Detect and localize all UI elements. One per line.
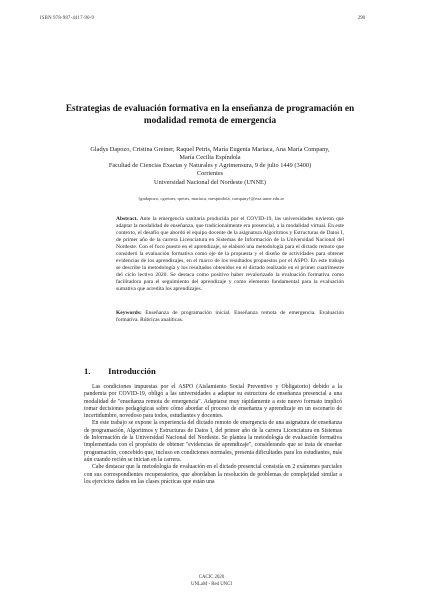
abstract-label: Abstract. (116, 216, 138, 222)
keywords-text: Enseñanza de programación inicial. Enseñanza remota de emergencia. Evaluación formativa. Rúbricas analíticas. (116, 310, 344, 324)
keywords (116, 310, 344, 324)
keywords-label: Keywords: (116, 310, 142, 316)
section-title: Introducción (108, 366, 156, 376)
abstract-text: Ante la emergencia sanitaria producida por el COVID-19, las universidades tuvieron que adaptar la modalidad de enseñanza, que tradicionalmente era presencial, a la modalidad virtual. En este contexto, el desafío que abordó el equipo docente de la asignatura Algoritmos y Estructuras de Datos I, de primer año de la carrera Licenciatura en Sistemas de Información de la Universidad Nacional del Nordeste. Con el foco puesto en el aprendizaje, se elaboró una metodología para el dictado remoto que consideró la evaluación formativa como eje de la propuesta y el diseño de actividades para obtener evidencias de los aprendizajes, en el marco de los resultados propuestos por el ASPO. En este trabajo se describe la metodología y los resultados obtenidos en el dictado realizado en el primer cuatrimestre del ciclo lectivo 2020. Se destaca como positivo haber revalorizado la evaluación formativa como facilitadora para el seguimiento del aprendizaje y como elemento fundamental para la evaluación sumativa que acredita los aprendizajes. (116, 216, 344, 293)
isbn-header: ISBN 978-987-4417-90-9 (40, 16, 95, 21)
page-number: 290 (357, 16, 365, 21)
section-body (84, 384, 342, 486)
author-emails: {gndapozo, cgreiner, rpetris, mariaca, mespindola, company}@exa.unne.edu.ar (137, 196, 285, 201)
paper-title: Estrategias de evaluación formativa en la enseñanza de programación en modalidad remota de emergencia (65, 104, 355, 126)
body-paragraph: Las condiciones impuestas por el ASPO (Aislamiento Social Preventivo y Obligatorio) debido a la pandemia por COVID-19, obligó a las universidades a adaptar su estructura de enseñanza presencial a una modalidad de "enseñanza remota de emergencia". Adaptarse muy rápidamente a este nuevo formato implicó tomar decisiones pedagógicas sobre cómo abordar el proceso de enseñanza y aprendizaje en un escenario de incertidumbre, novedoso para todos, estudiantes y docentes. (84, 384, 342, 420)
section-heading (84, 366, 156, 376)
paper-affiliation: Facultad de Ciencias Exactas y Naturales y Agrimensura, 9 de julio 1449 (3400) Corrientes Universidad Nacional del Nordeste (UNNE) (108, 162, 312, 186)
body-paragraph: En este trabajo se expone la experiencia del dictado remoto de emergencia de una asignatura de enseñanza de programación, Algoritmos y Estructuras de Datos I, del primer año de la carrera Licenciatura en Sistemas de Información de la Universidad Nacional del Nordeste. Se plantea la metodología de evaluación formativa implementada con el propósito de obtener "evidencias de aprendizaje", considerando que se trata de enseñar programación, concebido que, incluso en condiciones normales, presenta dificultades para los estudiantes, más aún cuando recién se inician en la carrera. (84, 420, 342, 463)
paper-authors: Gladys Dapozo, Cristina Greiner, Raquel Petris, María Eugenia Mariaca, Ana María Company, María Cecilia Espíndola (90, 146, 330, 162)
section-number: 1. (84, 366, 91, 376)
abstract (116, 216, 344, 294)
body-paragraph: Cabe destacar que la metodología de evaluación en el dictado presencial consistía en 2 exámenes parciales con sus correspondientes recuperatorios, que abordaban la resolución de problemas de complejidad similar a los ejercicios dados en las clases prácticas que están una (84, 464, 342, 485)
footer-organizer: UNLaM - Red UNCI (191, 582, 232, 587)
footer-conference: CACIC 2020 (198, 575, 225, 580)
